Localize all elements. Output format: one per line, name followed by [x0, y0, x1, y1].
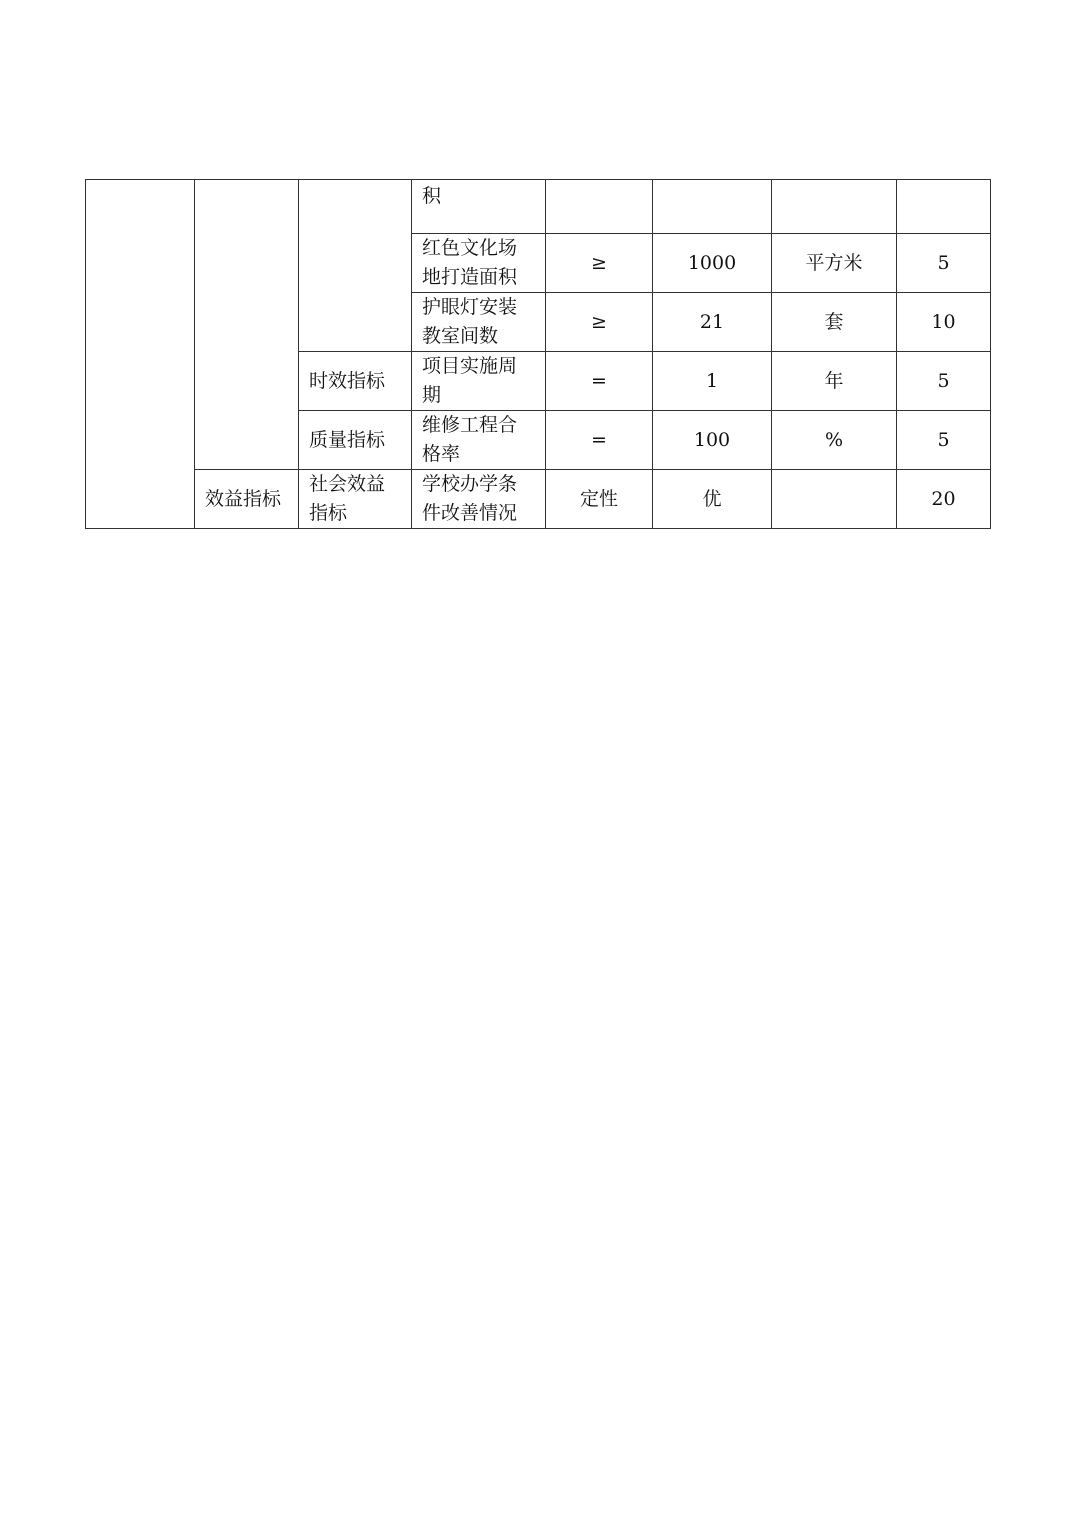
- score-cell: 5: [897, 234, 991, 293]
- unit-cell: [772, 180, 897, 234]
- unit-cell: 套: [772, 293, 897, 352]
- indicator-cell: 项目实施周期: [412, 352, 546, 411]
- level2-cell: [195, 180, 299, 470]
- level3-cell: 社会效益指标: [299, 470, 412, 529]
- value-cell: 100: [653, 411, 772, 470]
- indicator-cell: 维修工程合格率: [412, 411, 546, 470]
- indicator-cell: 学校办学条件改善情况: [412, 470, 546, 529]
- indicator-cell: 护眼灯安装教室间数: [412, 293, 546, 352]
- indicator-cell: 红色文化场地打造面积: [412, 234, 546, 293]
- score-cell: [897, 180, 991, 234]
- value-cell: 21: [653, 293, 772, 352]
- level3-cell: 时效指标: [299, 352, 412, 411]
- operator-cell: ≥: [546, 293, 653, 352]
- unit-cell: 平方米: [772, 234, 897, 293]
- operator-cell: =: [546, 411, 653, 470]
- score-cell: 5: [897, 411, 991, 470]
- unit-cell: 年: [772, 352, 897, 411]
- table-row: [86, 180, 991, 234]
- unit-cell: %: [772, 411, 897, 470]
- level3-cell: 质量指标: [299, 411, 412, 470]
- indicator-cell: 积: [412, 180, 546, 234]
- operator-cell: [546, 180, 653, 234]
- level1-cell: [86, 180, 195, 529]
- level2-cell: 效益指标: [195, 470, 299, 529]
- level3-cell: [299, 180, 412, 352]
- value-cell: 1: [653, 352, 772, 411]
- value-cell: [653, 180, 772, 234]
- value-cell: 优: [653, 470, 772, 529]
- score-cell: 10: [897, 293, 991, 352]
- value-cell: 1000: [653, 234, 772, 293]
- performance-indicator-table: [85, 179, 991, 529]
- operator-cell: 定性: [546, 470, 653, 529]
- unit-cell: [772, 470, 897, 529]
- table-row: [86, 470, 991, 529]
- operator-cell: ≥: [546, 234, 653, 293]
- score-cell: 20: [897, 470, 991, 529]
- score-cell: 5: [897, 352, 991, 411]
- operator-cell: =: [546, 352, 653, 411]
